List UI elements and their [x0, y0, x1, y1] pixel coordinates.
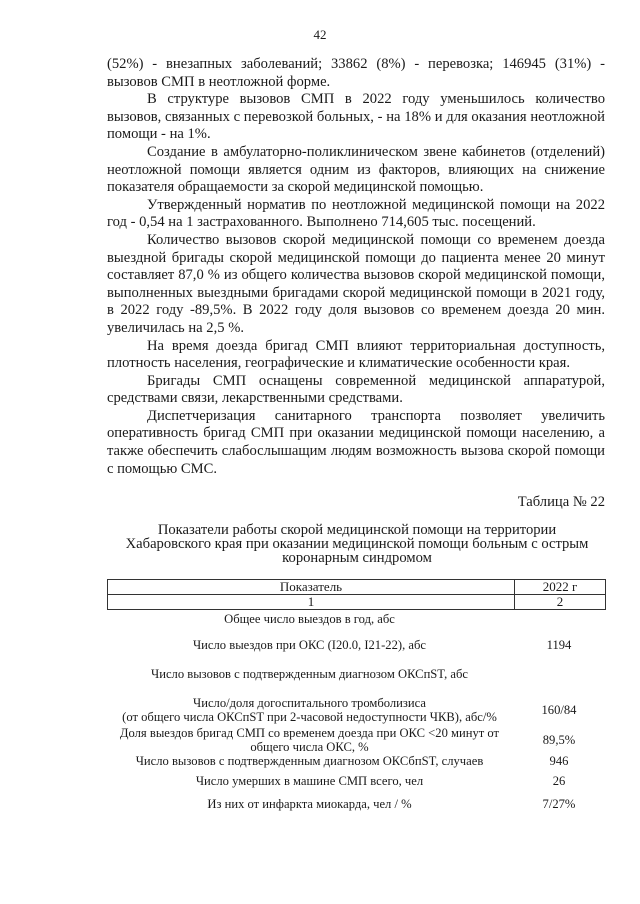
- row-label-line: Число/доля догоспитального тромболизиса: [193, 696, 426, 710]
- paragraph: (52%) - внезапных заболеваний; 33862 (8%) - перевозка; 146945 (31%) - вызовов СМП в неотложной форме.: [107, 56, 605, 90]
- header-col-number-1: 1: [108, 595, 515, 610]
- table-number: Таблица № 22: [517, 494, 605, 510]
- table-title-line: Хабаровского края при оказании медицинской помощи больным с острым: [125, 536, 589, 552]
- paragraph: Создание в амбулаторно-поликлиническом звене кабинетов (отделений) неотложной помощи является одним из факторов, влияющих на снижение показателя обращаемости за скорой медицинской помощью.: [107, 143, 605, 196]
- row-label: Число выездов при ОКС (I20.0, I21-22), абс: [193, 638, 426, 652]
- row-label: [107, 726, 512, 754]
- table-title-line: коронарным синдромом: [282, 550, 432, 566]
- row-label: Общее число выездов в год, абс: [224, 612, 395, 626]
- page-number: 42: [313, 27, 327, 42]
- row-label: Из них от инфаркта миокарда, чел / %: [207, 797, 412, 811]
- header-year: 2022 г: [515, 580, 606, 595]
- row-label-line: Доля выездов бригад СМП со временем доезда при ОКС <20 минут от: [119, 726, 500, 740]
- paragraph: На время доезда бригад СМП влияют территориальная доступность, плотность населения, географические и климатические особенности края.: [107, 337, 605, 372]
- row-value: 1194: [546, 638, 572, 652]
- header-col-number-2: 2: [515, 595, 606, 610]
- row-label: [107, 696, 512, 724]
- row-label: Число вызовов с подтвержденным диагнозом ОКСпST, абс: [151, 667, 468, 681]
- header-indicator: Показатель: [108, 580, 515, 595]
- paragraph: Бригады СМП оснащены современной медицинской аппаратурой, средствами связи, лекарственными средствами.: [107, 372, 605, 407]
- body-text: [107, 56, 605, 478]
- row-value: 26: [552, 774, 566, 788]
- paragraph: Количество вызовов скорой медицинской помощи со временем доезда выездной бригады скорой медицинской помощи до пациента менее 20 минут составляет 87,0 % из общего количества вызовов скорой медицинской помощи, выполненных выездными бригадами скорой медицинской помощи в 2021 году, в 2022 году -89,5%. В 2022 году доля вызовов со временем доезда 20 мин. увеличилась на 2,5 %.: [107, 231, 605, 336]
- row-value: 946: [549, 754, 569, 768]
- row-label-line: (от общего числа ОКСпST при 2-часовой недоступности ЧКВ), абс/%: [122, 710, 497, 724]
- table-title: [107, 523, 607, 565]
- paragraph: В структуре вызовов СМП в 2022 году уменьшилось количество вызовов, связанных с перевозкой больных, - на 18% и для оказания неотложной помощи - на 1%.: [107, 91, 605, 143]
- paragraph: Утвержденный норматив по неотложной медицинской помощи на 2022 год - 0,54 на 1 застрахованного. Выполнено 714,605 тыс. посещений.: [107, 196, 605, 231]
- row-label: Число вызовов с подтвержденным диагнозом ОКСбпST, случаев: [135, 754, 484, 768]
- table-title-line: Показатели работы скорой медицинской помощи на территории: [157, 522, 557, 538]
- row-value: 7/27%: [542, 797, 576, 811]
- row-label-line: общего числа ОКС, %: [250, 740, 369, 754]
- row-value: 89,5%: [542, 733, 576, 747]
- row-label: Число умерших в машине СМП всего, чел: [195, 774, 424, 788]
- table-header: [107, 579, 606, 610]
- row-value: 160/84: [541, 703, 577, 717]
- paragraph: Диспетчеризация санитарного транспорта позволяет увеличить оперативность бригад СМП при оказании медицинской помощи населению, а также обеспечить слабослышащим людям возможность вызова скорой помощи с помощью СМС.: [107, 407, 605, 477]
